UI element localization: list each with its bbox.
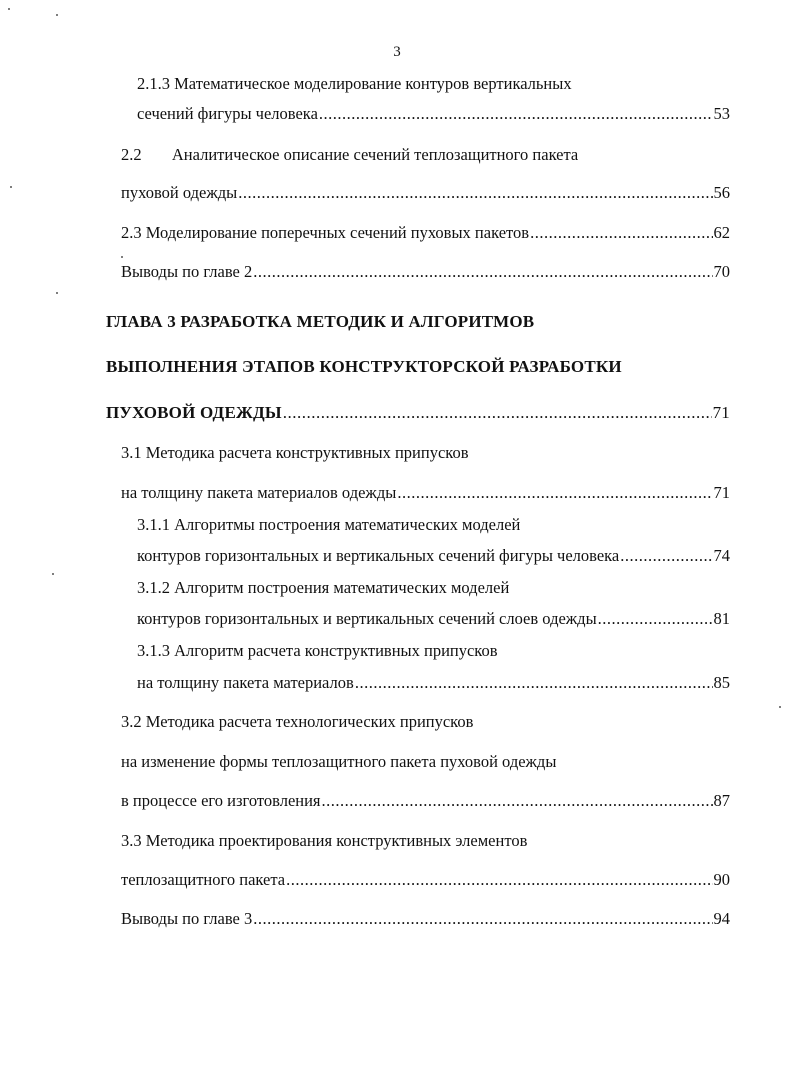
toc-page-number: 53: [713, 104, 730, 123]
toc-entry-conclusions-3[interactable]: [121, 909, 730, 929]
toc-entry-3-2[interactable]: [121, 791, 730, 811]
toc-page-number: 81: [713, 609, 730, 628]
toc-entry-3-2-title-line-1: 3.2 Методика расчета технологических припусков: [121, 712, 474, 731]
page-number: 3: [393, 44, 401, 60]
scan-speck: [56, 292, 58, 294]
toc-page-number: 71: [713, 483, 730, 502]
toc-entry-3-1-title: 3.1 Методика расчета конструктивных припусков: [121, 443, 469, 462]
toc-page-number: 85: [713, 673, 730, 692]
toc-entry-3-1-3[interactable]: [137, 673, 730, 693]
toc-entry-2-2[interactable]: [121, 183, 730, 203]
toc-entry-text: контуров горизонтальных и вертикальных сечений фигуры человека: [137, 546, 620, 565]
scan-speck: [8, 8, 10, 10]
toc-page-number: 71: [712, 403, 730, 422]
toc-entry-3-1-3-title: 3.1.3 Алгоритм расчета конструктивных припусков: [137, 641, 498, 660]
scan-speck: [52, 573, 54, 575]
toc-entry-2-2-title: [121, 145, 578, 165]
toc-entry-3-1-1[interactable]: [137, 546, 730, 566]
toc-page-number: 70: [713, 262, 730, 281]
chapter-3-title-line-2: ВЫПОЛНЕНИЯ ЭТАПОВ КОНСТРУКТОРСКОЙ РАЗРАБОТКИ: [106, 357, 622, 376]
toc-entry-text: пуховой одежды: [121, 183, 238, 202]
toc-page-number: 74: [713, 546, 730, 565]
toc-entry-text: ПУХОВОЙ ОДЕЖДЫ: [106, 403, 282, 422]
toc-entry-number: 2.2: [121, 145, 142, 164]
toc-entry-3-2-title-line-2: на изменение формы теплозащитного пакета пуховой одежды: [121, 752, 557, 771]
toc-entry-2-1-3-title: [137, 74, 572, 94]
toc-entry-3-1-1-title: 3.1.1 Алгоритмы построения математических моделей: [137, 515, 521, 534]
toc-entry-text: на толщину пакета материалов одежды: [121, 483, 397, 502]
toc-page-number: 56: [713, 183, 730, 202]
toc-entry-text: 2.3 Моделирование поперечных сечений пуховых пакетов: [121, 223, 530, 242]
toc-entry-chapter-3[interactable]: [106, 403, 730, 423]
toc-entry-text: сечений фигуры человека: [137, 104, 318, 123]
toc-entry-3-1-2[interactable]: [137, 609, 730, 629]
toc-entry-number: 2.1.3: [137, 74, 170, 93]
toc-page-number: 94: [713, 909, 730, 928]
toc-entry-2-3[interactable]: [121, 223, 730, 243]
toc-page-number: 87: [713, 791, 730, 810]
toc-entry-text: Выводы по главе 2: [121, 262, 253, 281]
toc-entry-conclusions-2[interactable]: [121, 262, 730, 282]
scan-speck: [56, 14, 58, 16]
toc-entry-text: теплозащитного пакета: [121, 870, 286, 889]
toc-entry-3-3-title: 3.3 Методика проектирования конструктивных элементов: [121, 831, 528, 850]
toc-entry-text: на толщину пакета материалов: [137, 673, 354, 692]
toc-entry-text: Аналитическое описание сечений теплозащитного пакета: [171, 145, 579, 164]
toc-entry-text: Математическое моделирование контуров вертикальных: [174, 74, 572, 93]
toc-page-number: 90: [713, 870, 730, 889]
scan-speck: [779, 706, 781, 708]
scan-speck: [121, 256, 123, 258]
toc-entry-2-1-3[interactable]: [137, 104, 730, 124]
toc-page-number: 62: [713, 223, 730, 242]
toc-entry-text: контуров горизонтальных и вертикальных сечений слоев одежды: [137, 609, 597, 628]
scan-speck: [10, 186, 12, 188]
chapter-3-title-line-1: ГЛАВА 3 РАЗРАБОТКА МЕТОДИК И АЛГОРИТМОВ: [106, 312, 535, 331]
toc-entry-3-1[interactable]: [121, 483, 730, 503]
toc-entry-text: Выводы по главе 3: [121, 909, 253, 928]
toc-entry-text: в процессе его изготовления: [121, 791, 321, 810]
toc-entry-3-3[interactable]: [121, 870, 730, 890]
toc-entry-3-1-2-title: 3.1.2 Алгоритм построения математических моделей: [137, 578, 510, 597]
